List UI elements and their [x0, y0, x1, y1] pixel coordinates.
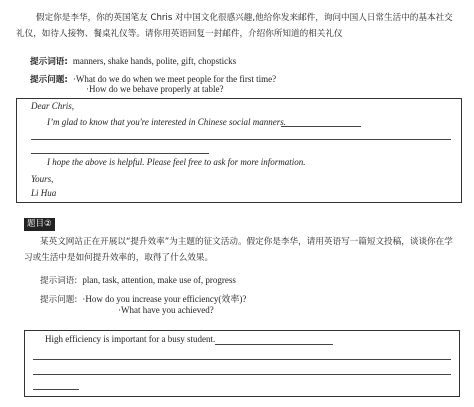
hint-questions-label: 提示问题:	[40, 295, 78, 305]
hint-question-1: ·What do we do when we meet people for the first time?	[72, 74, 277, 84]
hint-question-2: ·What have you achieved?	[118, 305, 214, 315]
letter-salutation: Dear Chris,	[31, 101, 75, 111]
answer-blank-3[interactable]	[33, 374, 451, 375]
letter-signature: Li Hua	[31, 188, 57, 198]
task2-intro-line1: 某英文网站正在开展以“提升效率”为主题的征文活动。假定你是李华，请用英语写一篇短文投稿，谈谈你在学	[40, 237, 453, 247]
task2-badge: 题目②	[24, 218, 55, 231]
hint-words-label: 提示词语:	[40, 276, 78, 286]
answer-blank-1[interactable]	[215, 344, 333, 345]
answer-blank-4[interactable]	[33, 389, 79, 390]
task2-intro-line2: 习或生活中是如何提升效率的，取得了什么效果。	[24, 253, 214, 263]
hint-words-label: 提示词语:	[30, 57, 68, 67]
letter-blank-1[interactable]	[281, 126, 361, 127]
answer-blank-2[interactable]	[33, 359, 451, 360]
answer-start: High efficiency is important for a busy student.	[45, 334, 216, 344]
letter-closing-line: I hope the above is helpful. Please feel free to ask for more information.	[47, 157, 306, 167]
task1-intro-line2: 礼仪，如待人接物、餐桌礼仪等。请你用英语回复一封邮件，介绍你所知道的相关礼仪	[16, 29, 343, 39]
hint-words-text: manners, shake hands, polite, gift, chopsticks	[72, 56, 237, 66]
letter-box	[16, 98, 462, 203]
hint-question-1: ·How do you increase your efficiency(效率)?	[82, 294, 247, 304]
hint-question-2: ·How do we behave properly at table?	[86, 84, 224, 94]
task2-hint-questions	[40, 287, 246, 306]
letter-signoff: Yours,	[31, 174, 54, 184]
task1-hint-words	[30, 49, 236, 68]
letter-blank-2[interactable]	[31, 139, 451, 140]
hint-words-text: plan, task, attention, make use of, progress	[82, 275, 236, 285]
answer-box	[24, 330, 460, 397]
letter-line-1: I’m glad to know that you're interested in Chinese social manners.	[47, 117, 286, 127]
task1-intro-line1: 假定你是李华，你的英国笔友 Chris 对中国文化很感兴趣,他给你发来邮件，询问中国人日常生活中的基本社交	[36, 13, 453, 23]
task2-hint-words	[40, 268, 236, 287]
hint-questions-label: 提示问题:	[30, 75, 68, 85]
letter-blank-3[interactable]	[31, 153, 209, 154]
